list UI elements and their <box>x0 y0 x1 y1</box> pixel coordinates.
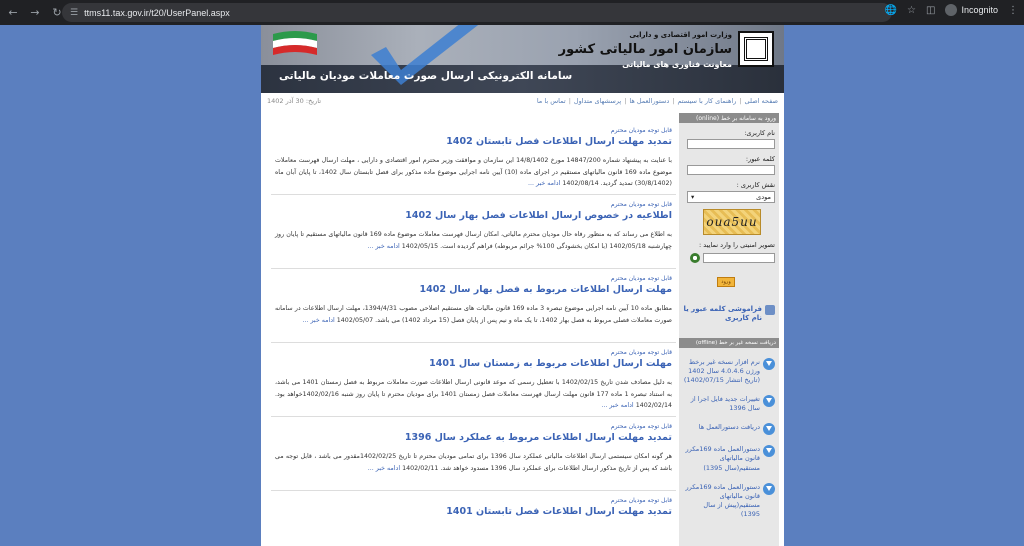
login-header: ورود به سامانه بر خط (online) <box>679 113 779 123</box>
chevron-down-icon: ▾ <box>691 193 695 201</box>
username-field[interactable] <box>687 139 775 149</box>
incognito-icon <box>945 4 957 16</box>
role-value: مودی <box>756 193 771 201</box>
offline-header: دریافت نسخه غیر بر خط (offline) <box>679 338 779 348</box>
download-label: دستورالعمل ماده 169مکرر قانون مالیاتهای مستقیم(سال 1395) <box>685 445 760 472</box>
checkmark-graphic <box>371 25 491 93</box>
download-label: نرم افزار نسخه غیر برخط ورژن 4.0.4.6 سال 1402 (تاریخ انتشار 1402/07/15) <box>683 357 760 385</box>
news-title[interactable]: مهلت ارسال اطلاعات مربوط به فصل بهار سال 1402 <box>419 284 672 295</box>
role-select[interactable] <box>687 191 775 203</box>
system-title: سامانه الکترونیکی ارسال صورت معاملات مودیان مالیاتی <box>279 70 573 82</box>
download-label: دستورالعمل ماده 169مکرر قانون مالیاتهای مستقیم(پیش از سال 1395) <box>685 482 760 518</box>
news-body: با عنایت به پیشنهاد شماره 14847/200 مورخ 14/8/1402 این سازمان و موافقت وزیر محترم امور اقتصادی و دارایی ، مهلت ارسال فهرست معاملات موضوع ماده 169 قانون مالیاتهای مستقیم در اجرای ماده (10) آیین نامه اجرایی موضوع ماده مذکور برای فصل تابستان سال 1402، تا پایان آبان ماه (30/8/1402) تمدید گردید. 1402/08/14 <box>275 157 672 188</box>
news-title[interactable]: اطلاعیه در خصوص ارسال اطلاعات فصل بهار سال 1402 <box>405 210 672 221</box>
read-more-link[interactable]: ادامه خبر ... <box>528 180 561 188</box>
site-info-icon[interactable]: ☰ <box>70 7 79 18</box>
read-more-link[interactable]: ادامه خبر ... <box>302 316 335 324</box>
top-menu: صفحه اصلی | راهنمای کار با سیستم | دستورالعمل ها | پرسشهای متداول | تماس با ما تاریخ: 30 آذر 1402 <box>267 97 778 105</box>
forward-icon[interactable]: → <box>30 6 40 19</box>
menu-home[interactable]: صفحه اصلی <box>744 97 778 105</box>
forgot-password-text: فراموشی کلمه عبور یا نام کاربری <box>683 305 762 323</box>
news-subtitle: قابل توجه مودیان محترم <box>610 423 672 430</box>
news-item <box>271 195 676 269</box>
download-icon <box>763 358 775 370</box>
incognito-label: Incognito <box>961 5 998 15</box>
news-body: به اطلاع می رساند که به منظور رفاه حال مودیان محترم مالیاتی، امکان ارسال فهرست معاملات موضوع ماده 169 قانون مالیاتهای مستقیم تا پایان روز چهارشنبه 1402/05/18 (با امکان بخشودگی 100% جرائم مربوطه) فراهم گردیده است. 1402/05/15 <box>275 231 672 250</box>
current-date: تاریخ: 30 آذر 1402 <box>267 97 322 105</box>
password-field[interactable] <box>687 165 775 175</box>
login-button[interactable]: ورود <box>717 277 735 287</box>
menu-faq[interactable]: پرسشهای متداول <box>573 97 622 105</box>
reload-icon[interactable]: ↻ <box>52 6 62 19</box>
download-item[interactable] <box>683 423 775 435</box>
news-subtitle: قابل توجه مودیان محترم <box>610 497 672 504</box>
news-title[interactable]: تمدید مهلت ارسال اطلاعات فصل تابستان 1401 <box>446 506 672 517</box>
news-subtitle: قابل توجه مودیان محترم <box>610 349 672 356</box>
role-label: نقش کاربری : <box>736 181 775 189</box>
news-body: مطابق ماده 10 آیین نامه اجرایی موضوع تبصره 3 ماده 169 قانون مالیات های مستقیم اصلاحی مصوب 1394/4/31، مهلت ارسال اطلاعات در سامانه صورت معاملات فصلی مربوط به فصل بهار 1402، تا یک ماه و نیم پس از پایان فصل (15 مرداد 1402) می باشد. 1402/05/07 <box>275 305 673 324</box>
key-icon <box>765 305 775 315</box>
read-more-link[interactable]: ادامه خبر ... <box>367 242 400 250</box>
address-bar[interactable] <box>62 3 892 22</box>
captcha-label: تصویر امنیتی را وارد نمایید : <box>699 241 775 249</box>
menu-guide[interactable]: راهنمای کار با سیستم <box>677 97 737 105</box>
deputy-name: معاونت فناوری های مالیاتی <box>622 60 732 69</box>
captcha-input[interactable] <box>703 253 775 263</box>
password-label: کلمه عبور: <box>745 155 775 163</box>
browser-toolbar <box>0 0 1024 25</box>
download-icon <box>763 423 775 435</box>
back-icon[interactable]: ← <box>8 6 18 19</box>
menu-contact[interactable]: تماس با ما <box>536 97 566 105</box>
read-more-link[interactable]: ادامه خبر ... <box>601 402 634 410</box>
login-sidebar <box>679 113 779 546</box>
url-text: ttms11.tax.gov.ir/t20/UserPanel.aspx <box>84 7 230 18</box>
side-panel-icon[interactable]: ◫ <box>926 4 936 16</box>
download-icon <box>763 483 775 495</box>
translate-icon[interactable]: 🌐 <box>884 4 898 16</box>
bookmark-star-icon[interactable]: ☆ <box>907 4 917 16</box>
news-body: هر گونه امکان سیستمی ارسال اطلاعات مالیاتی عملکرد سال 1396 برای تمامی مودیان محترم تا تاریخ 1402/02/25مقدور می باشد ، قابل توجه می باشد که پس از تاریخ مذکور ارسال اطلاعات برای عملکرد سال 1396 مسدود خواهد شد. 1402/02/11 <box>275 453 672 472</box>
download-item[interactable] <box>683 358 775 385</box>
download-item[interactable] <box>683 445 775 472</box>
news-list <box>271 121 676 546</box>
site-banner <box>261 25 784 93</box>
captcha-refresh-icon[interactable] <box>690 253 700 263</box>
captcha-image: oua5uu <box>703 209 761 235</box>
news-subtitle: قابل توجه مودیان محترم <box>610 201 672 208</box>
news-item <box>271 269 676 343</box>
download-label: تغییرات جدید فایل اجرا از سال 1396 <box>690 395 760 413</box>
tax-org-logo <box>738 31 774 67</box>
forgot-password-link[interactable] <box>683 305 775 324</box>
news-subtitle: قابل توجه مودیان محترم <box>610 275 672 282</box>
ministry-name: وزارت امور اقتصادی و دارایی <box>629 31 732 39</box>
incognito-indicator[interactable] <box>945 4 998 16</box>
news-title[interactable]: تمدید مهلت ارسال اطلاعات مربوط به عملکرد سال 1396 <box>404 432 672 443</box>
news-item <box>271 121 676 195</box>
download-item[interactable] <box>683 483 775 519</box>
page <box>261 25 784 546</box>
menu-instructions[interactable]: دستورالعمل ها <box>629 97 670 105</box>
news-subtitle: قابل توجه مودیان محترم <box>610 127 672 134</box>
news-item <box>271 343 676 417</box>
download-label: دریافت دستورالعمل ها <box>698 423 760 432</box>
news-item <box>271 417 676 491</box>
menu-dots-icon[interactable]: ⋮ <box>1008 4 1018 16</box>
iran-flag-icon <box>271 28 319 60</box>
read-more-link[interactable]: ادامه خبر ... <box>367 464 401 472</box>
download-icon <box>763 445 775 457</box>
download-item[interactable] <box>683 395 775 413</box>
news-title[interactable]: تمدید مهلت ارسال اطلاعات فصل تابستان 1402 <box>446 136 672 147</box>
username-label: نام کاربری: <box>744 129 775 137</box>
news-body: به دلیل مصادف شدن تاریخ 1402/02/15 با تعطیل رسمی که موعد قانونی ارسال اطلاعات صورت معاملات مربوط به فصل زمستان 1401 می باشد، به استناد تبصره 1 ماده 177 قانون مهلت ارسال فهرست معاملات فصل زمستان 1401 برای مودیان محترم تا پایان روز شنبه 1402/02/16خواهد بود. 1402/02/14 <box>275 379 672 410</box>
news-title[interactable]: مهلت ارسال اطلاعات مربوط به زمستان سال 1401 <box>429 358 672 369</box>
org-name: سازمان امور مالیاتی کشور <box>558 42 732 57</box>
news-item <box>271 491 676 546</box>
download-icon <box>763 395 775 407</box>
